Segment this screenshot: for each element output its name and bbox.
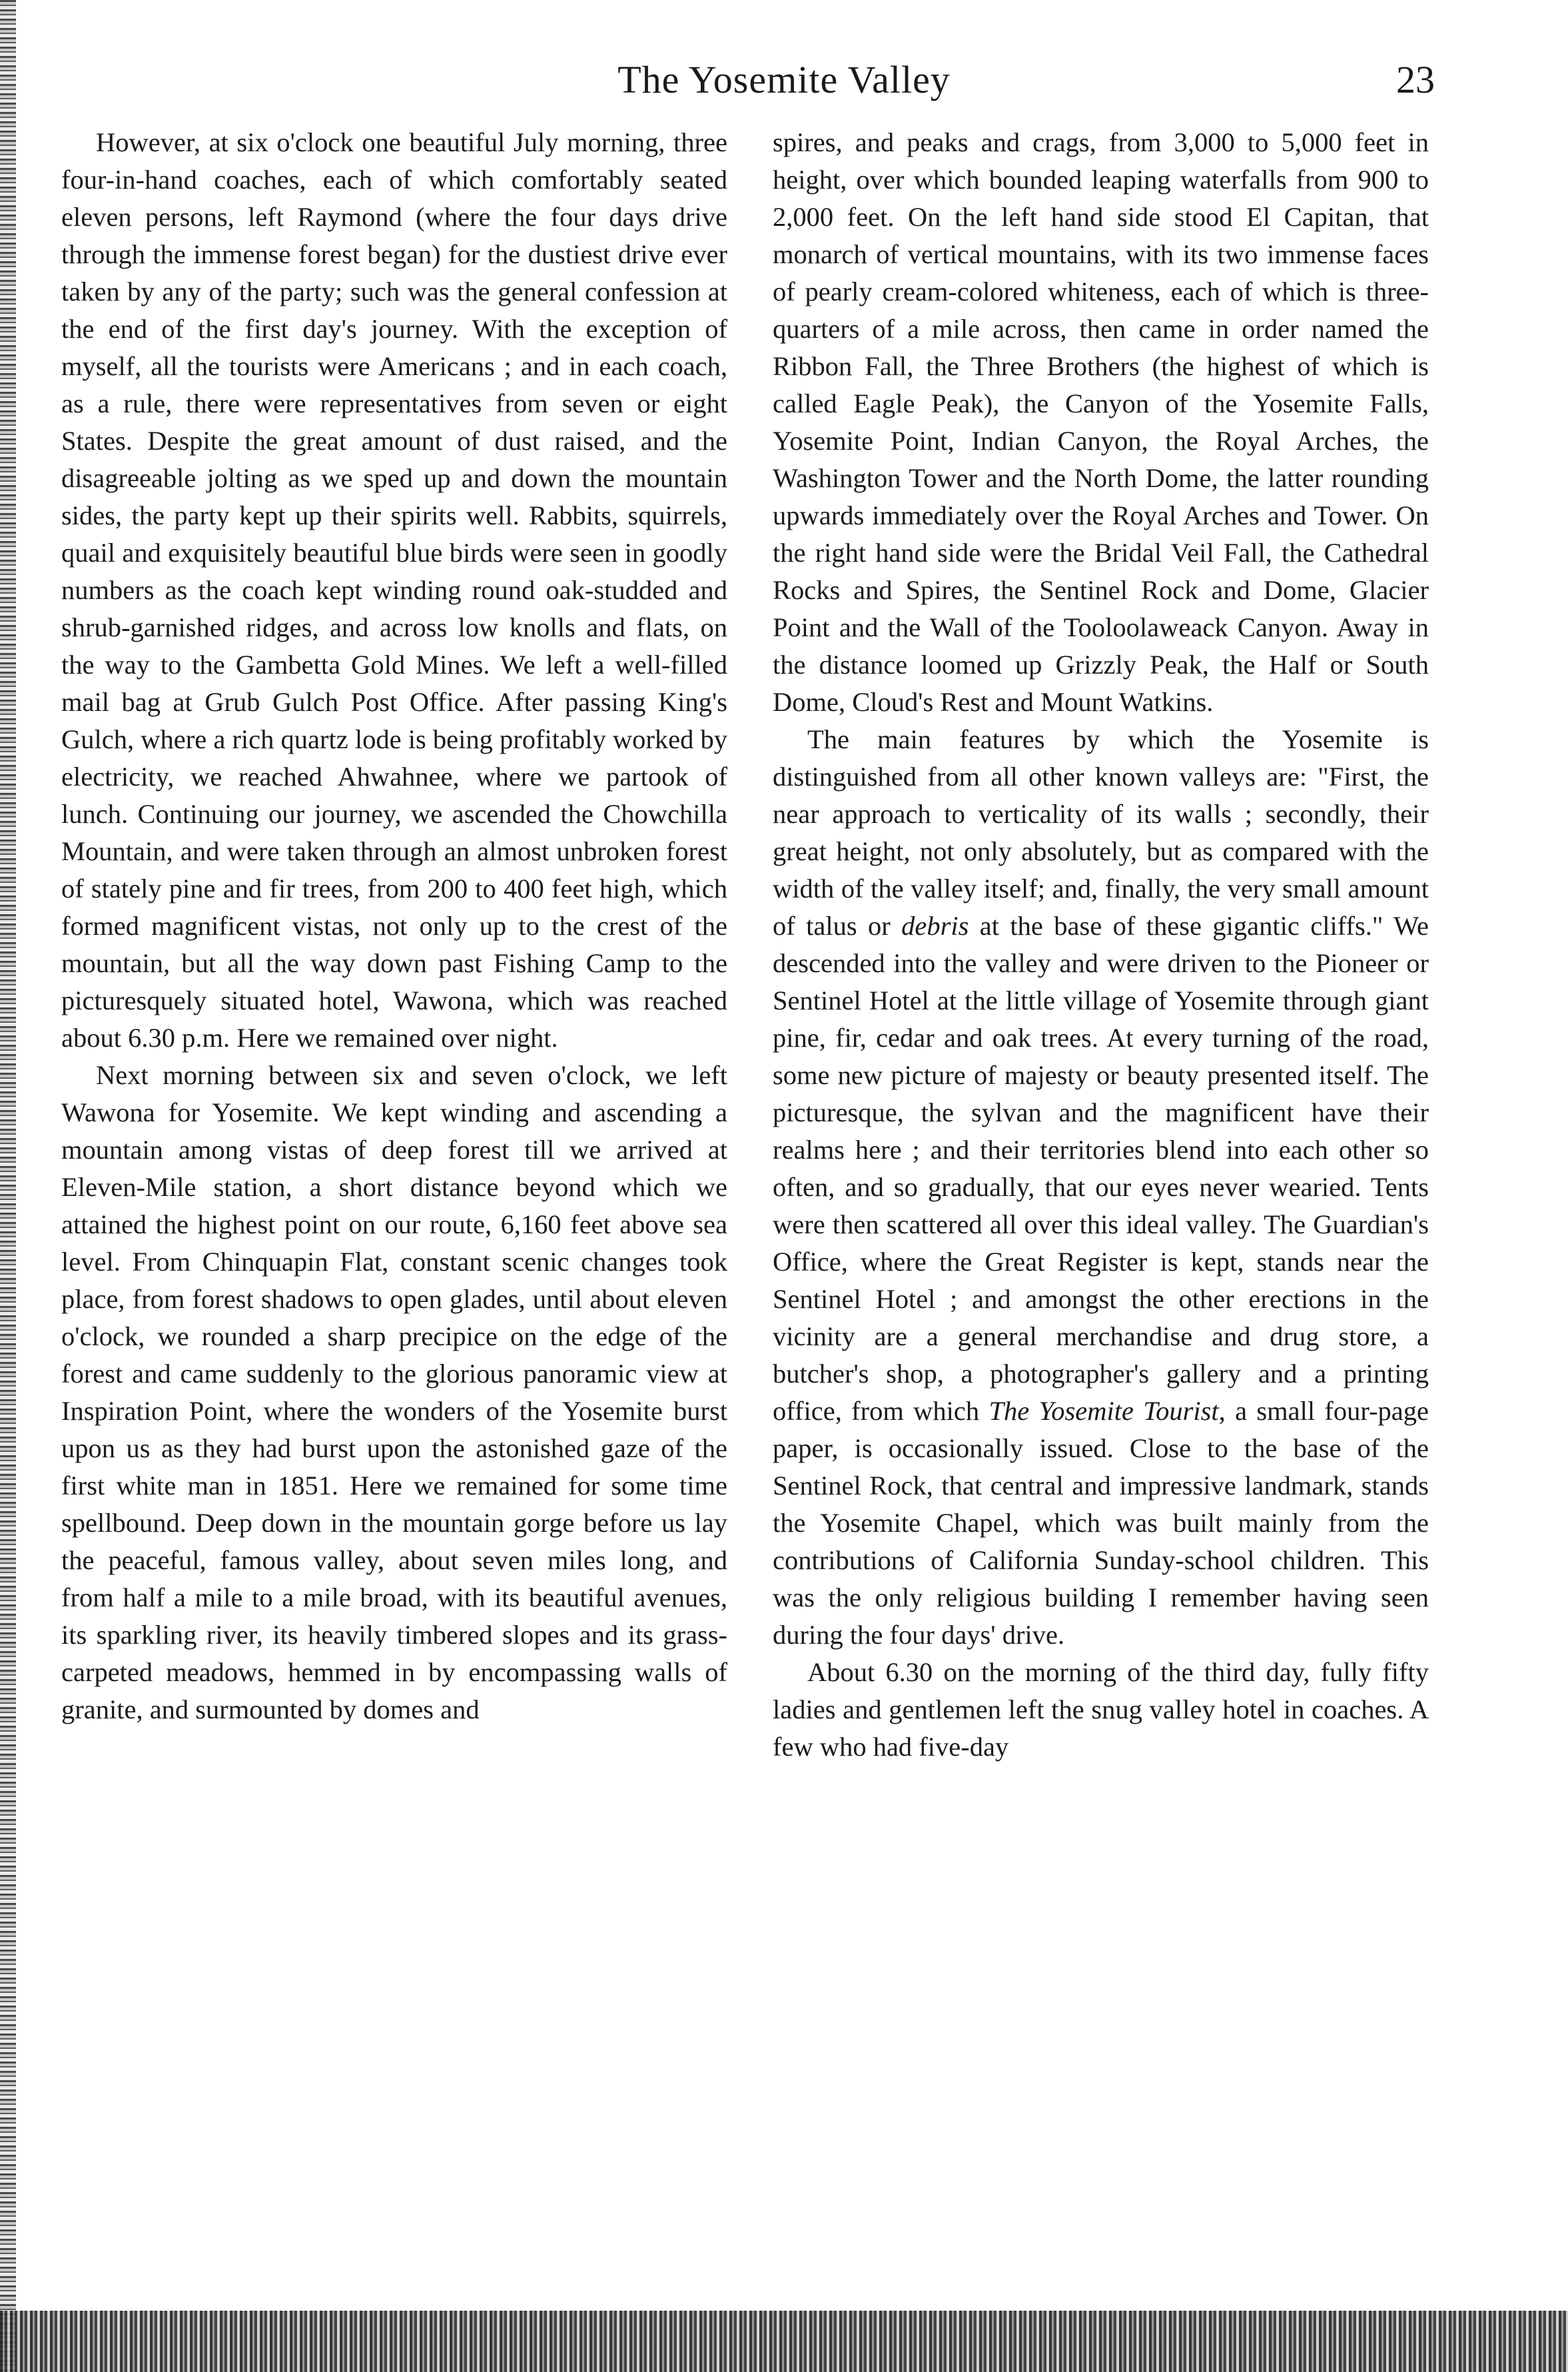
page-header (0, 53, 1568, 107)
paragraph: spires, and peaks and crags, from 3,000 to 5,000 feet in height, over which bounded leaping waterfalls from 900 to 2,000 feet. On the left hand side stood El Capitan, that monarch of vertical mountains, with its two immense faces of pearly cream-colored whiteness, each of which is three-quarters of a mile across, then came in order named the Ribbon Fall, the Three Brothers (the highest of which is called Eagle Peak), the Canyon of the Yosemite Falls, Yosemite Point, Indian Canyon, the Royal Arches, the Washington Tower and the North Dome, the latter rounding upwards immediately over the Royal Arches and Tower. On the right hand side were the Bridal Veil Fall, the Cathedral Rocks and Spires, the Sentinel Rock and Dome, Glacier Point and the Wall of the Tooloolaweack Canyon. Away in the distance loomed up Grizzly Peak, the Half or South Dome, Cloud's Rest and Mount Watkins. (773, 127, 1429, 717)
paragraph (773, 721, 1429, 1654)
binding-edge (0, 0, 16, 2372)
left-column (61, 124, 727, 1728)
page-bottom-edge (0, 2311, 1568, 2372)
text-run: , a small four-page paper, is occasionally issued. Close to the base of the Sentinel Rock, that central and impressive landmark, stands the Yosemite Chapel, which was built mainly from the contributions of California Sunday-school children. This was the only religious building I remember having seen during the four days' drive. (773, 1396, 1429, 1650)
running-title: The Yosemite Valley (617, 58, 951, 101)
paragraph: However, at six o'clock one beautiful July morning, three four-in-hand coaches, each of which comfortably seated eleven persons, left Raymond (where the four days drive through the immense forest began) for the dustiest drive ever taken by any of the party; such was the general confession at the end of the first day's journey. With the exception of myself, all the tourists were Americans ; and in each coach, as a rule, there were representatives from seven or eight States. Despite the great amount of dust raised, and the disagreeable jolting as we sped up and down the mountain sides, the party kept up their spirits well. Rabbits, squirrels, quail and exquisitely beautiful blue birds were seen in goodly numbers as the coach kept winding round oak-studded and shrub-garnished ridges, and across low knolls and flats, on the way to the Gambetta Gold Mines. We left a well-filled mail bag at Grub Gulch Post Office. After passing King's Gulch, where a rich quartz lode is being profitably worked by electricity, we reached Ahwahnee, where we partook of lunch. Continuing our journey, we ascended the Chowchilla Mountain, and were taken through an almost unbroken forest of stately pine and fir trees, from 200 to 400 feet high, which formed magnificent vistas, not only up to the crest of the mountain, but all the way down past Fishing Camp to the picturesquely situated hotel, Wawona, which was reached about 6.30 p.m. Here we remained over night. (61, 127, 727, 1053)
text-run: The main features by which the Yosemite is distinguished from all other known valleys are: "First, the near approach to verticality of its walls ; secondly, their great height, not only absolutely, but as compared with the width of the valley itself; and, finally, the very small amount of talus or (773, 724, 1429, 941)
italic-text: debris (901, 911, 969, 941)
paragraph: About 6.30 on the morning of the third day, fully fifty ladies and gentlemen left the snug valley hotel in coaches. A few who had five-day (773, 1657, 1429, 1762)
italic-title: The Yosemite Tourist (988, 1396, 1219, 1426)
right-column (773, 124, 1429, 1766)
paragraph: Next morning between six and seven o'clock, we left Wawona for Yosemite. We kept winding and ascending a mountain among vistas of deep forest till we arrived at Eleven-Mile station, a short distance beyond which we attained the highest point on our route, 6,160 feet above sea level. From Chinquapin Flat, constant scenic changes took place, from forest shadows to open glades, until about eleven o'clock, we rounded a sharp precipice on the edge of the forest and came suddenly to the glorious panoramic view at Inspiration Point, where the wonders of the Yosemite burst upon us as they had burst upon the astonished gaze of the first white man in 1851. Here we remained for some time spellbound. Deep down in the mountain gorge before us lay the peaceful, famous valley, about seven miles long, and from half a mile to a mile broad, with its beautiful avenues, its sparkling river, its heavily timbered slopes and its grass-carpeted meadows, hemmed in by encompassing walls of granite, and surmounted by domes and (61, 1060, 727, 1724)
page-number: 23 (1396, 58, 1435, 101)
text-run: at the base of these gigantic cliffs." We descended into the valley and were driven to the Pioneer or Sentinel Hotel at the little village of Yosemite through giant pine, fir, cedar and oak trees. At every turning of the road, some new picture of majesty or beauty presented itself. The picturesque, the sylvan and the magnificent have their realms here ; and their territories blend into each other so often, and so gradually, that our eyes never wearied. Tents were then scattered all over this ideal valley. The Guardian's Office, where the Great Register is kept, stands near the Sentinel Hotel ; and amongst the other erections in the vicinity are a general merchandise and drug store, a butcher's shop, a photographer's gallery and a printing office, from which (773, 911, 1429, 1426)
